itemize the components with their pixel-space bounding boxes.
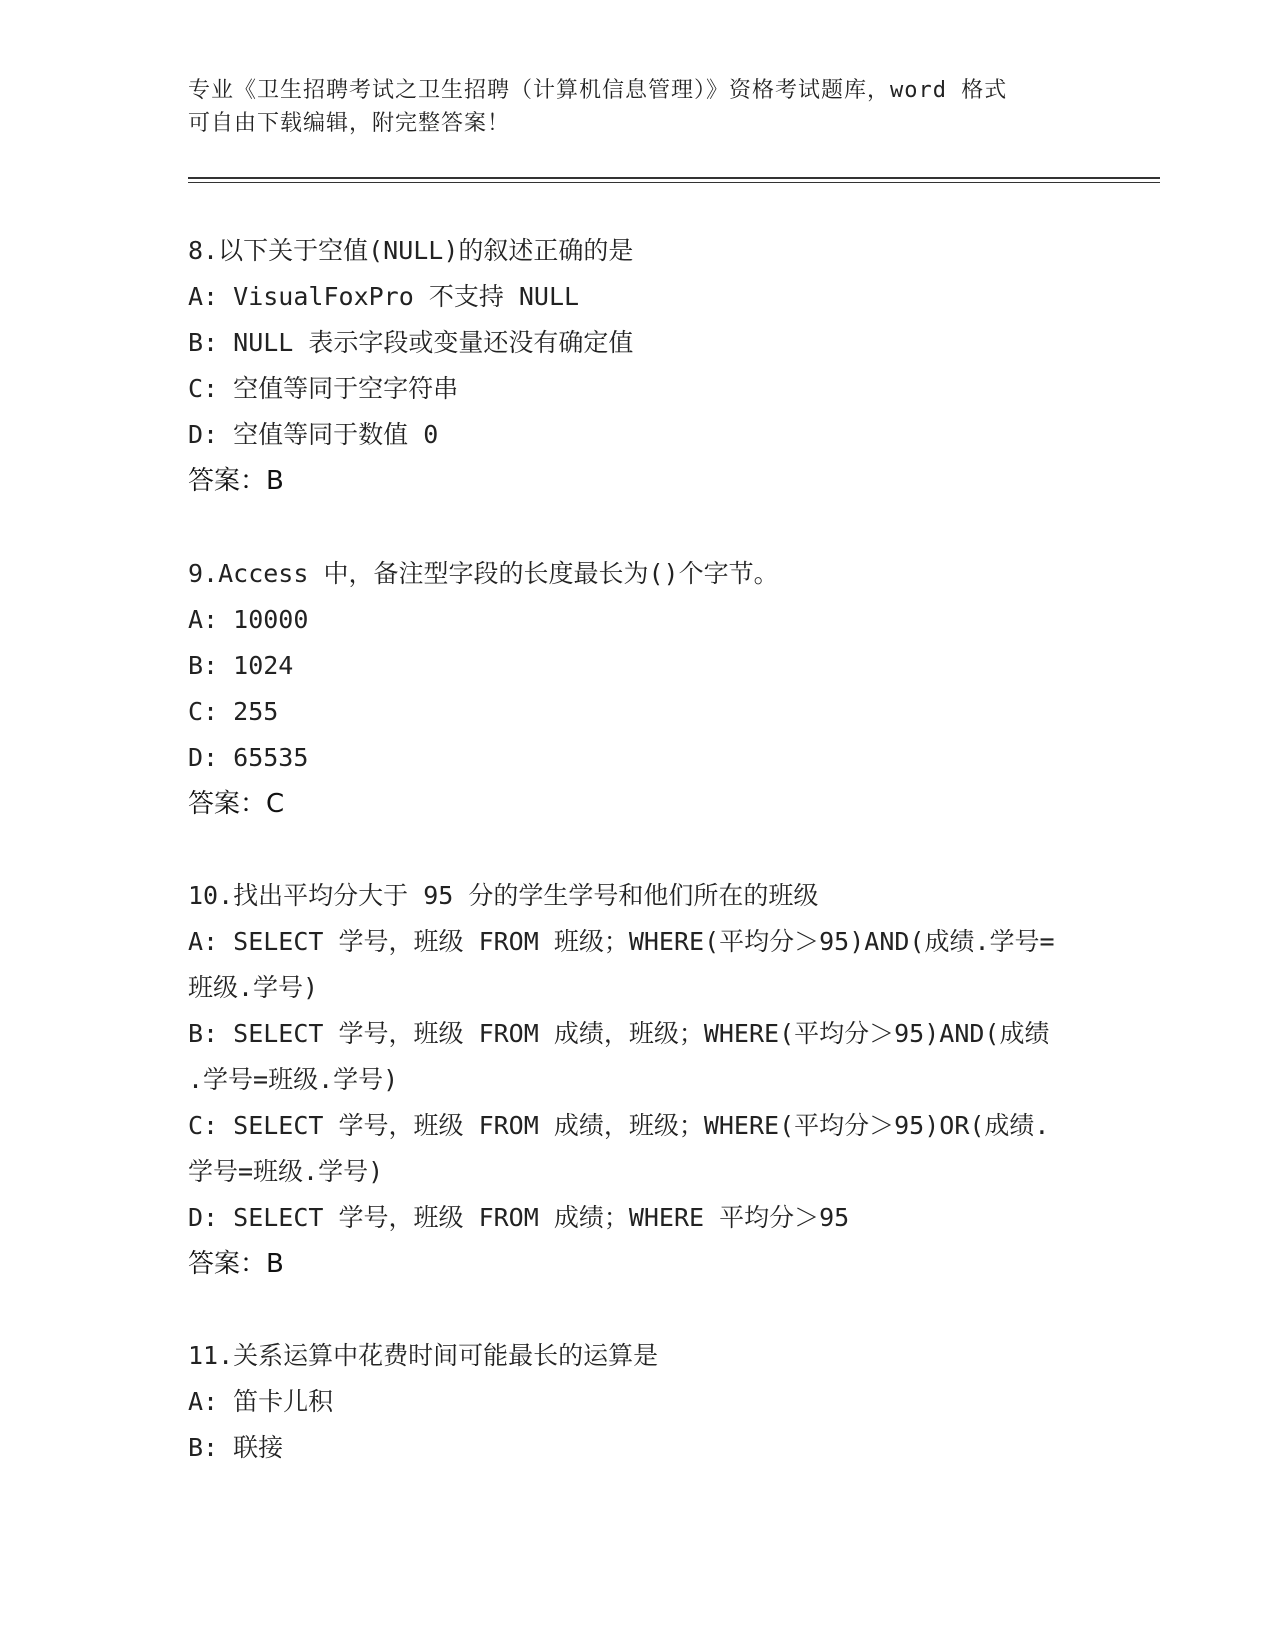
header-divider-bottom (188, 182, 1160, 183)
question-11 (188, 1333, 1088, 1471)
question-10 (188, 873, 1088, 1287)
option-a: A: SELECT 学号，班级 FROM 班级；WHERE(平均分＞95)AND(成绩.学号= (188, 927, 1055, 956)
option-b: B: NULL 表示字段或变量还没有确定值 (188, 328, 634, 357)
option-c: C: 255 (188, 697, 279, 726)
question-8 (188, 228, 1088, 504)
option-d: D: 65535 (188, 743, 309, 772)
option-b: B: 联接 (188, 1433, 284, 1462)
answer-label: 答案：C (188, 789, 285, 819)
header-line-1: 专业《卫生招聘考试之卫生招聘（计算机信息管理）》资格考试题库，word 格式 (188, 78, 1008, 103)
question-stem: 11.关系运算中花费时间可能最长的运算是 (188, 1341, 659, 1370)
document-header (188, 74, 1088, 140)
option-d: D: 空值等同于数值 0 (188, 420, 439, 449)
header-divider-top (188, 177, 1160, 179)
option-c-continued: 学号=班级.学号) (188, 1157, 384, 1186)
answer-label: 答案：B (188, 466, 284, 496)
answer-label: 答案：B (188, 1249, 284, 1279)
question-stem: 10.找出平均分大于 95 分的学生学号和他们所在的班级 (188, 881, 819, 910)
option-b: B: SELECT 学号，班级 FROM 成绩，班级；WHERE(平均分＞95)AND(成绩 (188, 1019, 1050, 1048)
option-a-continued: 班级.学号) (188, 973, 319, 1002)
question-stem: 8.以下关于空值(NULL)的叙述正确的是 (188, 236, 634, 265)
option-a: A: VisualFoxPro 不支持 NULL (188, 282, 580, 311)
question-stem: 9.Access 中，备注型字段的长度最长为()个字节。 (188, 559, 779, 588)
header-line-2: 可自由下载编辑，附完整答案！ (188, 111, 511, 136)
option-b: B: 1024 (188, 651, 294, 680)
option-a: A: 10000 (188, 605, 309, 634)
option-c: C: SELECT 学号，班级 FROM 成绩，班级；WHERE(平均分＞95)OR(成绩. (188, 1111, 1050, 1140)
question-9 (188, 551, 1088, 827)
option-d: D: SELECT 学号，班级 FROM 成绩；WHERE 平均分＞95 (188, 1203, 850, 1232)
option-b-continued: .学号=班级.学号) (188, 1065, 399, 1094)
option-a: A: 笛卡儿积 (188, 1387, 334, 1416)
option-c: C: 空值等同于空字符串 (188, 374, 459, 403)
